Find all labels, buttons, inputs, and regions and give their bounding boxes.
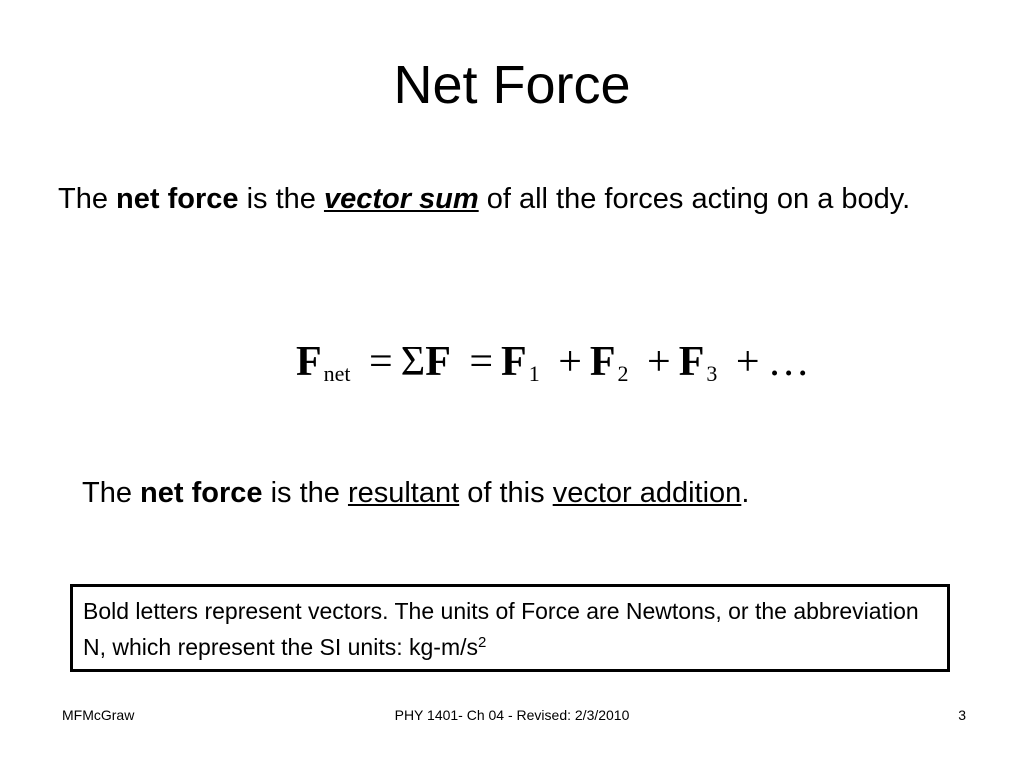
definition-bold-term: net force <box>116 183 239 215</box>
eq-sub-3: 3 <box>706 361 718 386</box>
definition-text-2: is the <box>238 183 324 215</box>
resultant-text-2: is the <box>262 477 348 509</box>
eq-plus-3: + <box>735 339 760 385</box>
net-force-equation <box>296 336 810 400</box>
units-note-text: Bold letters represent vectors. The units of Force are Newtons, or the abbreviation N, which represent the SI units: kg-m/s <box>83 598 919 660</box>
resultant-underlined-2: vector addition <box>552 477 742 509</box>
definition-text-1: The <box>58 183 117 215</box>
eq-sub-1: 1 <box>528 361 540 386</box>
eq-f2: F <box>589 339 616 385</box>
eq-equals-2: = <box>469 339 494 385</box>
eq-sub-2: 2 <box>617 361 629 386</box>
footer-course: PHY 1401- Ch 04 - Revised: 2/3/2010 <box>394 707 630 723</box>
resultant-underlined-1: resultant <box>347 477 460 509</box>
slide-title: Net Force <box>393 55 631 115</box>
resultant-text-1: The <box>82 477 141 509</box>
footer-author: MFMcGraw <box>62 707 135 723</box>
resultant-paragraph <box>82 472 749 514</box>
units-note-superscript: 2 <box>478 634 487 651</box>
resultant-text-4: . <box>741 477 750 509</box>
eq-f-net: F <box>296 339 322 385</box>
eq-f1: F <box>501 339 527 385</box>
eq-f3: F <box>678 339 705 385</box>
resultant-text-3: of this <box>459 477 553 509</box>
definition-text-3: of all the forces acting on a body. <box>478 183 911 215</box>
resultant-bold-term: net force <box>140 477 263 509</box>
eq-ellipsis: … <box>767 339 810 385</box>
eq-f-sum: F <box>425 339 451 385</box>
definition-paragraph <box>58 178 938 220</box>
units-note-box <box>70 584 950 672</box>
definition-emphasis-term: vector sum <box>323 183 479 215</box>
eq-sigma: Σ <box>400 339 426 385</box>
eq-equals-1: = <box>369 339 393 385</box>
eq-plus-2: + <box>647 339 671 385</box>
eq-plus-1: + <box>558 339 582 385</box>
footer-page-number: 3 <box>958 707 966 723</box>
eq-sub-net: net <box>323 361 351 386</box>
